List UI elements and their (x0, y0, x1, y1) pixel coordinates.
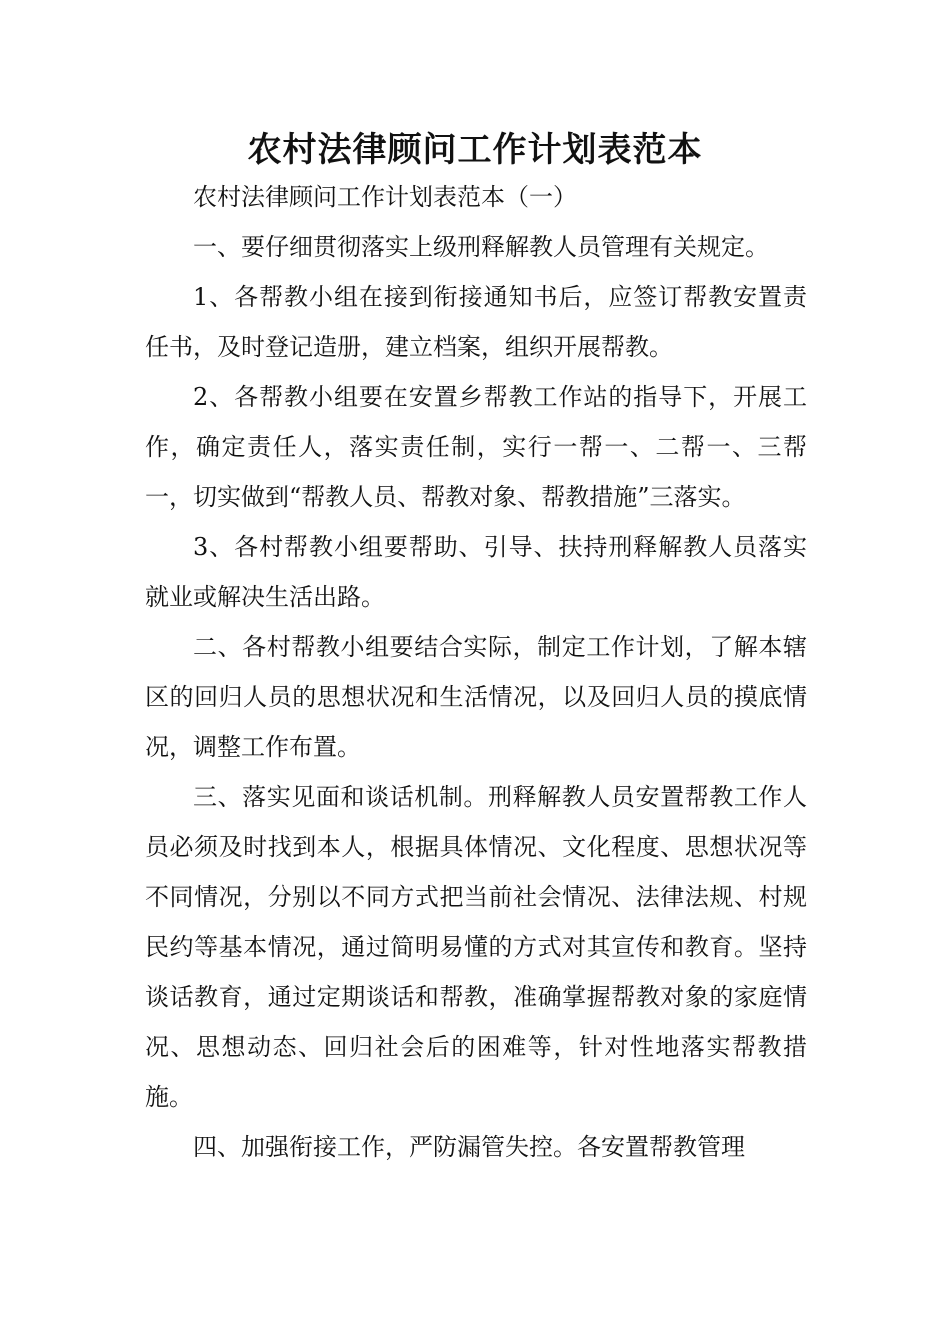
paragraph: 一、要仔细贯彻落实上级刑释解教人员管理有关规定。 (193, 233, 769, 261)
paragraph-subtitle: 农村法律顾问工作计划表范本（一） (193, 183, 577, 211)
document-title: 农村法律顾问工作计划表范本 (247, 130, 703, 170)
document-body (145, 172, 807, 1172)
paragraph: 三、落实见面和谈话机制。刑释解教人员安置帮教工作人员必须及时找到本人，根据具体情况、文化程度、思想状况等不同情况，分别以不同方式把当前社会情况、法律法规、村规民约等基本情况，通过简明易懂的方式对其宣传和教育。坚持谈话教育，通过定期谈话和帮教，准确掌握帮教对象的家庭情况、思想动态、回归社会后的困难等，针对性地落实帮教措施。 (145, 783, 807, 1111)
paragraph: 1、各帮教小组在接到衔接通知书后，应签订帮教安置责任书，及时登记造册，建立档案，组织开展帮教。 (145, 283, 807, 361)
paragraph: 3、各村帮教小组要帮助、引导、扶持刑释解教人员落实就业或解决生活出路。 (145, 533, 807, 611)
paragraph: 2、各帮教小组要在安置乡帮教工作站的指导下，开展工作，确定责任人，落实责任制，实行一帮一、二帮一、三帮一，切实做到“帮教人员、帮教对象、帮教措施”三落实。 (145, 383, 807, 511)
paragraph: 二、各村帮教小组要结合实际，制定工作计划，了解本辖区的回归人员的思想状况和生活情况，以及回归人员的摸底情况，调整工作布置。 (145, 633, 807, 761)
paragraph: 四、加强衔接工作，严防漏管失控。各安置帮教管理 (193, 1133, 745, 1161)
